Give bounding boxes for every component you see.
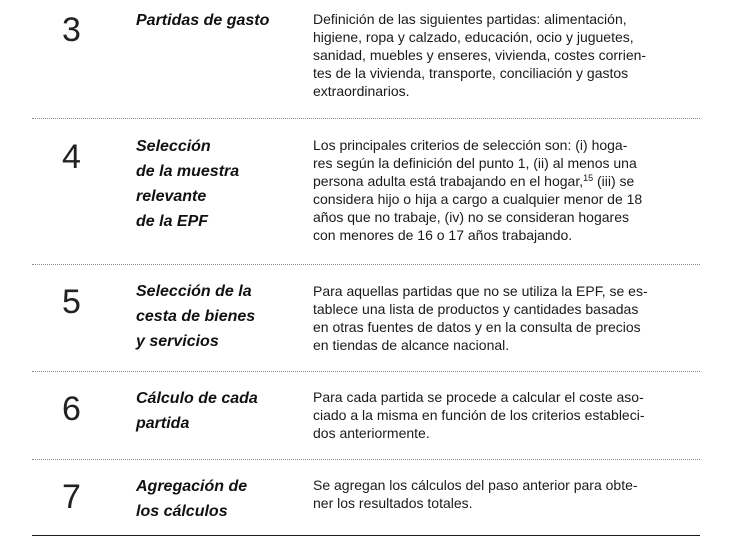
- step-title: Agregación de los cálculos: [136, 478, 248, 520]
- step-title: Cálculo de cada partida: [136, 390, 258, 432]
- step-description: Para cada partida se procede a calcular el coste aso- ciado a la misma en función de los criterios estableci- dos anteriormente.: [313, 389, 645, 441]
- footnote-marker: 15: [583, 173, 594, 183]
- step-description: Para aquellas partidas que no se utiliza la EPF, se es- tablece una lista de productos y cantidades basadas en otras fuentes de datos y en la consulta de precios en tiendas de alcance nacional.: [313, 283, 648, 353]
- step-title: Selección de la muestra relevante de la EPF: [136, 138, 240, 230]
- step-description: Los principales criterios de selección son: (i) hoga- res según la definición del punto 1, (ii) al menos una persona adulta está trabajando en el hogar,$^{15}$ (iii) se considera hijo o hija a cargo a cualquier menor de 18 años que no trabaje, (iv) no se consideran hogares con menores de 16 o 17 años trabajando.: [313, 137, 643, 243]
- step-number: 6: [62, 390, 81, 428]
- step-description: Se agregan los cálculos del paso anterior para obte- ner los resultados totales.: [313, 477, 638, 511]
- step-title: Partidas de gasto: [136, 12, 270, 29]
- row-divider: [32, 118, 700, 119]
- row-divider: [32, 264, 700, 265]
- step-number: 3: [62, 11, 81, 49]
- step-number: 5: [62, 283, 81, 321]
- table-bottom-rule: [32, 535, 700, 536]
- step-number: 7: [62, 478, 81, 516]
- row-divider: [32, 459, 700, 460]
- step-description: Definición de las siguientes partidas: alimentación, higiene, ropa y calzado, educación, ocio y juguetes, sanidad, muebles y enseres, vivienda, costes corrien- tes de la vivienda, transporte, conciliación y gastos extraordinarios.: [313, 11, 647, 99]
- step-title: Selección de la cesta de bienes y servicios: [136, 283, 256, 350]
- row-divider: [32, 371, 700, 372]
- step-number: 4: [62, 138, 81, 176]
